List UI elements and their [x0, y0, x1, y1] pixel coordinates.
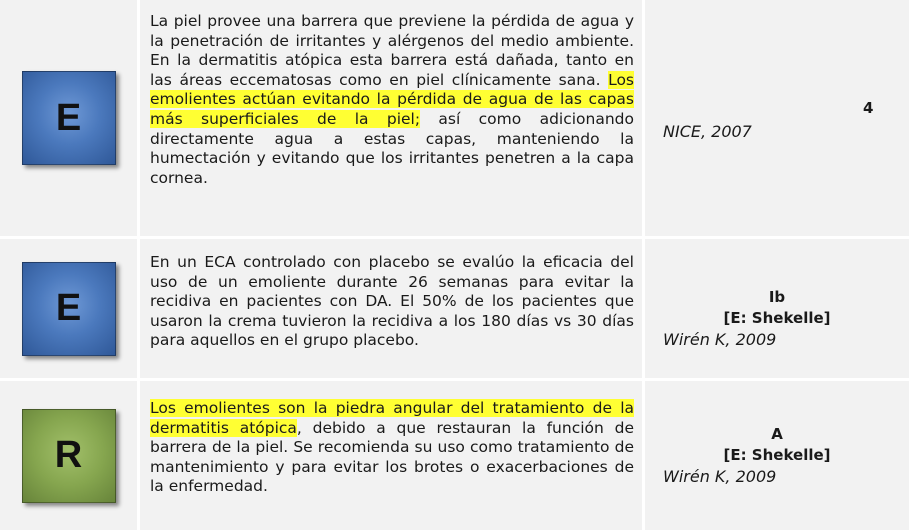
- evidence-scale: [E: Shekelle]: [723, 309, 831, 327]
- badge-cell: [0, 239, 137, 378]
- evidence-badge: E: [22, 71, 116, 165]
- evidence-row: [0, 239, 909, 378]
- reference-cell: [645, 0, 909, 236]
- statement-text: [150, 253, 634, 351]
- evidence-level: 4: [863, 99, 874, 117]
- statement-text-plain: En un ECA controlado con placebo se evalúo la eficacia del uso de un emoliente durante 26 semanas para evitar la recidiva en pacientes con DA. El 50% de los pacientes que usaron la crema tuvieron la recidiva a los 180 días vs 30 días para aquellos en el grupo placebo.: [150, 253, 634, 350]
- reference-block: [645, 98, 909, 142]
- statement-text: [150, 399, 634, 497]
- evidence-row: [0, 381, 909, 530]
- evidence-row: [0, 0, 909, 236]
- citation: NICE, 2007: [663, 122, 752, 141]
- citation: Wirén K, 2009: [663, 467, 777, 486]
- evidence-scale: [E: Shekelle]: [723, 446, 831, 464]
- badge-cell: [0, 381, 137, 530]
- reference-block: [645, 424, 909, 487]
- evidence-level: Ib: [768, 288, 786, 306]
- statement-text-highlight: Los emolientes son la piedra angular del tratamiento de la dermatitis atópica: [150, 399, 634, 437]
- statement-cell: [140, 239, 642, 378]
- statement-text: [150, 12, 634, 188]
- statement-text-highlight: Los emolientes actúan evitando la pérdida de agua de las capas más superficiales de la piel;: [150, 70, 634, 128]
- statement-cell: [140, 381, 642, 530]
- evidence-level: A: [771, 425, 783, 443]
- reference-cell: [645, 239, 909, 378]
- recommendation-badge: R: [22, 409, 116, 503]
- badge-cell: [0, 0, 137, 236]
- citation: Wirén K, 2009: [663, 330, 777, 349]
- statement-cell: [140, 0, 642, 236]
- evidence-badge: E: [22, 262, 116, 356]
- statement-text-plain: así como adicionando directamente agua a estas capas, manteniendo la humectación y evitando que los irritantes penetren a la capa cornea.: [150, 109, 634, 187]
- reference-cell: [645, 381, 909, 530]
- statement-text-plain: La piel provee una barrera que previene la pérdida de agua y la penetración de irritantes y alérgenos del medio ambiente. En la dermatitis atópica esta barrera está dañada, tanto en las áreas eccematosas como en piel clínicamente sana.: [150, 12, 634, 89]
- reference-block: [645, 287, 909, 350]
- statement-text-plain: , debido a que restauran la función de barrera de la piel. Se recomienda su uso como tratamiento de mantenimiento y para evitar los brotes o exacerbaciones de la enfermedad.: [150, 418, 634, 496]
